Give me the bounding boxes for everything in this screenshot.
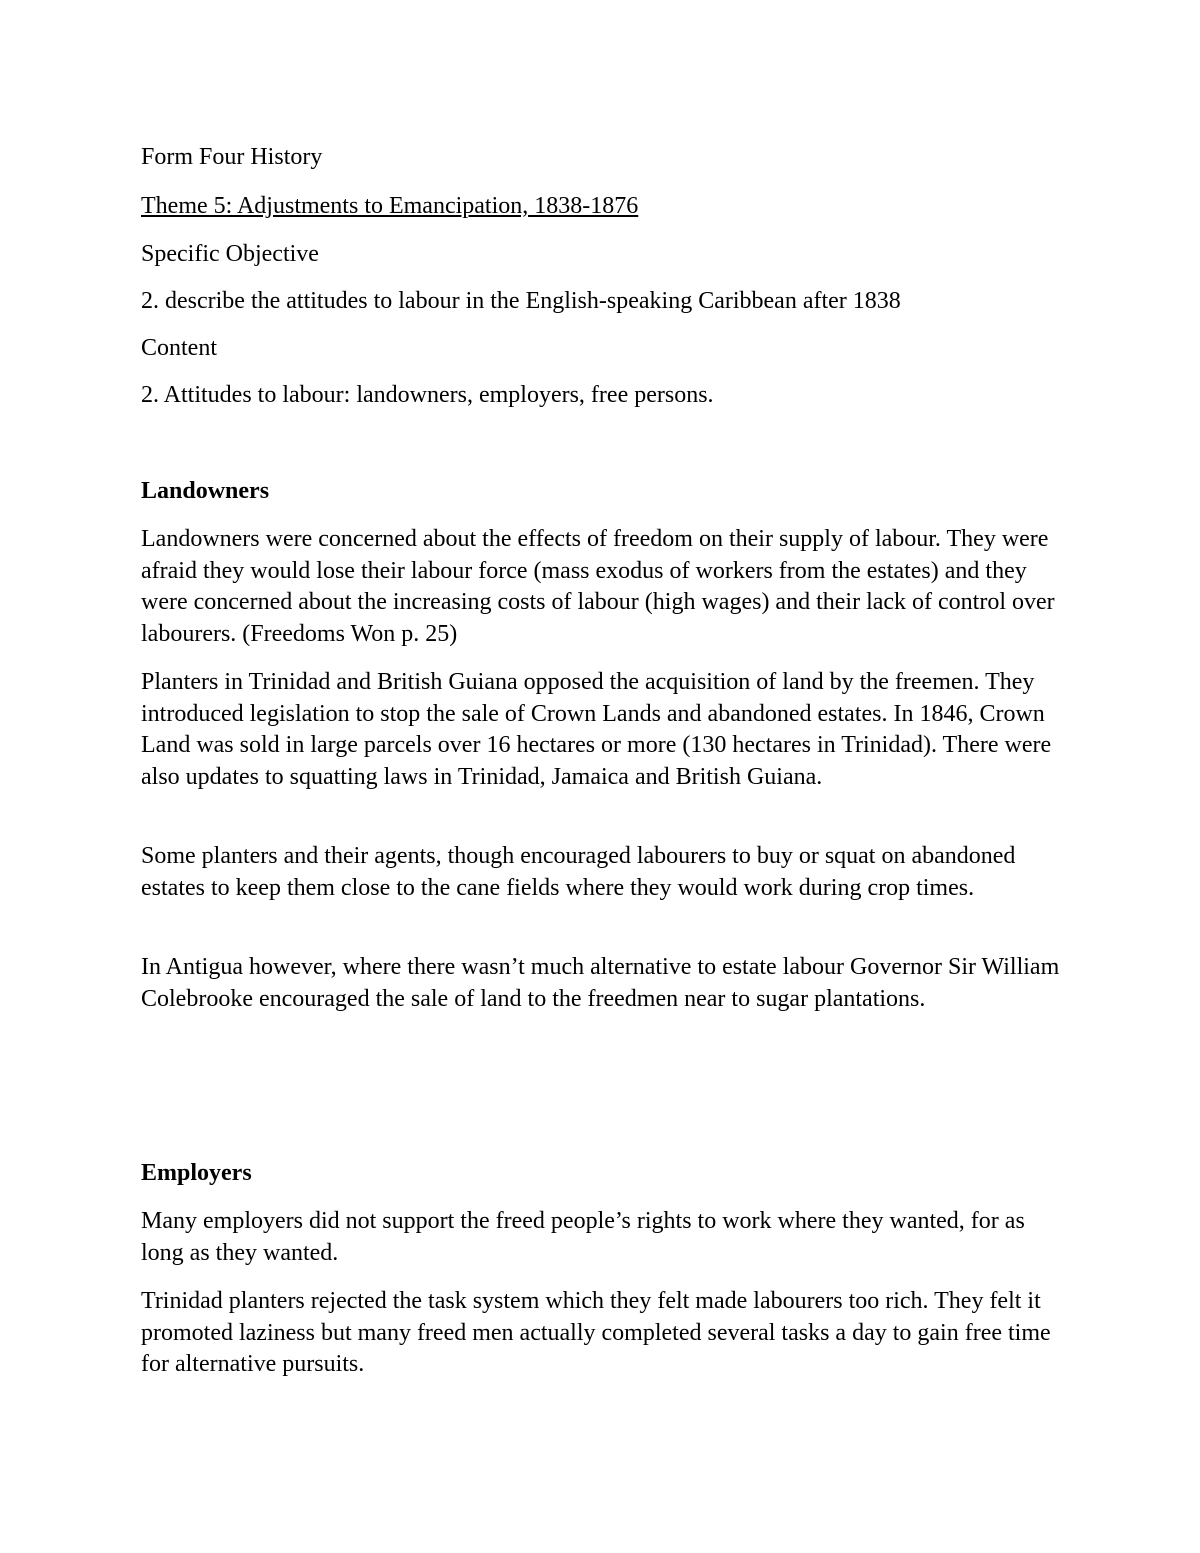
landowners-paragraph-4: In Antigua however, where there wasn’t much alternative to estate labour Governor Sir William Colebrooke encouraged the sale of land to the freedmen near to sugar plantations. xyxy=(141,954,1060,1012)
landowners-paragraph-2: Planters in Trinidad and British Guiana opposed the acquisition of land by the freemen. They introduced legislation to stop the sale of Crown Lands and abandoned estates. In 1846, Crown Land was sold in large parcels over 16 hectares or more (130 hectares in Trinidad). There were also updates to squatting laws in Trinidad, Jamaica and British Guiana. xyxy=(141,669,1052,790)
landowners-paragraph-3: Some planters and their agents, though encouraged labourers to buy or squat on abandoned estates to keep them close to the cane fields where they would work during crop times. xyxy=(141,843,1016,901)
landowners-paragraph-1: Landowners were concerned about the effects of freedom on their supply of labour. They were afraid they would lose their labour force (mass exodus of workers from the estates) and they were concerned about the increasing costs of labour (high wages) and their lack of control over labourers. (Freedoms Won p. 25) xyxy=(141,526,1055,647)
theme-title: Theme 5: Adjustments to Emancipation, 1838-1876 xyxy=(141,193,639,219)
employers-paragraph-2: Trinidad planters rejected the task system which they felt made labourers too rich. They felt it promoted laziness but many freed men actually completed several tasks a day to gain free time for alternative pursuits. xyxy=(141,1288,1051,1377)
content-label: Content xyxy=(141,335,217,361)
objective-item: 2. describe the attitudes to labour in the English-speaking Caribbean after 1838 xyxy=(141,288,901,314)
course-title: Form Four History xyxy=(141,144,323,170)
specific-objective-label: Specific Objective xyxy=(141,241,319,267)
employers-heading: Employers xyxy=(141,1160,252,1186)
landowners-heading: Landowners xyxy=(141,478,270,504)
employers-paragraph-1: Many employers did not support the freed people’s rights to work where they wanted, for as long as they wanted. xyxy=(141,1208,1025,1266)
content-item: 2. Attitudes to labour: landowners, employers, free persons. xyxy=(141,382,714,408)
